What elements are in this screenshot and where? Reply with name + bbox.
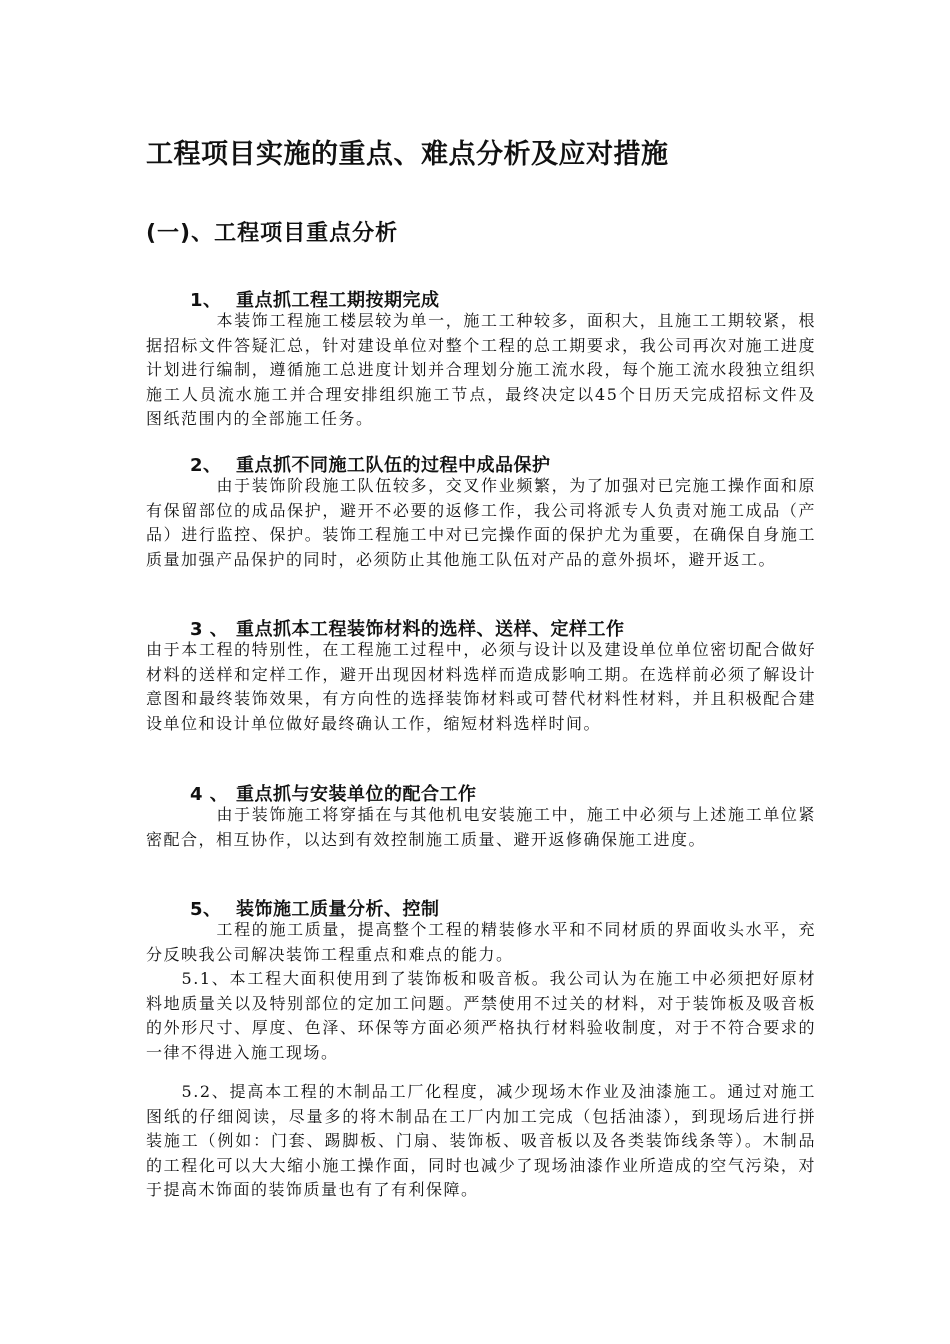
item-heading-text: 重点抓与安装单位的配合工作 [236, 784, 477, 805]
item-number: 5、 [190, 899, 222, 920]
paragraph: 工程的施工质量，提高整个工程的精装修水平和不同材质的界面收头水平，充分反映我公司解决装饰工程重点和难点的能力。 [146, 920, 816, 964]
paragraph: 5.2、提高本工程的木制品工厂化程度，减少现场木作业及油漆施工。通过对施工图纸的仔细阅读，尽量多的将木制品在工厂内加工完成（包括油漆），到现场后进行拼装施工（例如：门套、踢脚板、门扇、装饰板、吸音板以及各类装饰线条等）。木制品的工程化可以大大缩小施工操作面，同时也减少了现场油漆作业所造成的空气污染，对于提高木饰面的装饰质量也有了有利保障。 [146, 1082, 816, 1199]
paragraph: 由于装饰施工将穿插在与其他机电安装施工中，施工中必须与上述施工单位紧密配合，相互协作，以达到有效控制施工质量、避开返修确保施工进度。 [146, 805, 816, 849]
document-title: 工程项目实施的重点、难点分析及应对措施 [146, 139, 669, 170]
paragraph: 由于装饰阶段施工队伍较多，交叉作业频繁，为了加强对已完施工操作面和原有保留部位的成品保护，避开不必要的返修工作，我公司将派专人负责对施工成品（产品）进行监控、保护。装饰工程施工中对已完操作面的保护尤为重要，在确保自身施工质量加强产品保护的同时，必须防止其他施工队伍对产品的意外损坏，避开返工。 [146, 476, 816, 569]
item-number: 1、 [190, 290, 222, 311]
section-heading: (一)、工程项目重点分析 [146, 221, 399, 246]
item-heading-text: 重点抓工程工期按期完成 [236, 290, 440, 311]
paragraph: 5.1、本工程大面积使用到了装饰板和吸音板。我公司认为在施工中必须把好原材料地质量关以及特别部位的定加工问题。严禁使用不过关的材料，对于装饰板及吸音板的外形尺寸、厚度、色泽、环保等方面必须严格执行材料验收制度，对于不符合要求的一律不得进入施工现场。 [146, 969, 816, 1062]
item-heading-text: 重点抓不同施工队伍的过程中成品保护 [236, 455, 551, 476]
item-number: 4 、 [190, 784, 229, 805]
item-heading-text: 装饰施工质量分析、控制 [236, 899, 440, 920]
item-number: 2、 [190, 455, 222, 476]
paragraph: 本装饰工程施工楼层较为单一，施工工种较多，面积大，且施工工期较紧，根据招标文件答疑汇总，针对建设单位对整个工程的总工期要求，我公司再次对施工进度计划进行编制，遵循施工总进度计划并合理划分施工流水段，每个施工流水段独立组织施工人员流水施工并合理安排组织施工节点，最终决定以45个日历天完成招标文件及图纸范围内的全部施工任务。 [146, 311, 816, 428]
item-heading-text: 重点抓本工程装饰材料的选样、送样、定样工作 [236, 619, 625, 640]
item-number: 3 、 [190, 619, 229, 640]
paragraph: 由于本工程的特别性，在工程施工过程中，必须与设计以及建设单位单位密切配合做好材料的送样和定样工作，避开出现因材料选样而造成影响工期。在选样前必须了解设计意图和最终装饰效果，有方向性的选择装饰材料或可替代材料性材料，并且积极配合建设单位和设计单位做好最终确认工作，缩短材料选样时间。 [146, 640, 816, 733]
